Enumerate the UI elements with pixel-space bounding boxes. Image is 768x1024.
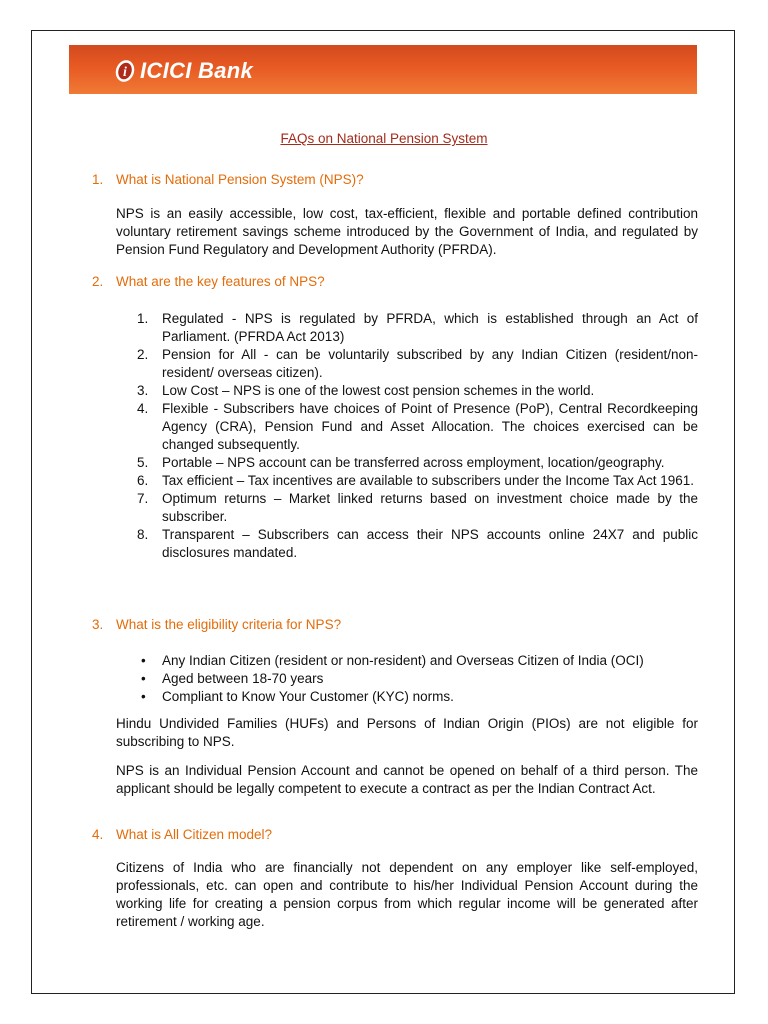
question-text: What are the key features of NPS? xyxy=(116,274,325,289)
item-number: 3. xyxy=(137,383,149,398)
eligibility-note-huf: Hindu Undivided Families (HUFs) and Persons of Indian Origin (PIOs) are not eligible for subscribing to NPS. xyxy=(116,716,698,749)
item-text: Flexible - Subscribers have choices of Point of Presence (PoP), Central Recordkeeping Agency (CRA), Pension Fund and Asset Allocation. The choices exercised can be changed subsequently. xyxy=(162,401,698,452)
question-number: 3. xyxy=(92,617,104,632)
item-text: Aged between 18-70 years xyxy=(162,671,324,686)
item-text: Portable – NPS account can be transferred across employment, location/geography. xyxy=(162,455,665,470)
answer-1: NPS is an easily accessible, low cost, tax-efficient, flexible and portable defined contribution voluntary retirement savings scheme introduced by the Government of India, and regulated by Pension Fund Regulatory and Development Authority (PFRDA). xyxy=(116,206,698,257)
question-2 xyxy=(92,274,325,289)
question-4 xyxy=(92,827,272,842)
item-text: Regulated - NPS is regulated by PFRDA, which is established through an Act of Parliament. (PFRDA Act 2013) xyxy=(162,311,698,344)
question-text: What is the eligibility criteria for NPS? xyxy=(116,617,342,632)
question-text: What is National Pension System (NPS)? xyxy=(116,172,364,187)
list-item xyxy=(137,688,698,706)
features-list xyxy=(137,310,698,562)
list-item xyxy=(137,670,698,688)
question-number: 4. xyxy=(92,827,104,842)
item-text: Pension for All - can be voluntarily subscribed by any Indian Citizen (resident/non-resident/ overseas citizen). xyxy=(162,347,698,380)
question-3 xyxy=(92,617,341,632)
list-item xyxy=(137,382,698,400)
list-item xyxy=(137,652,698,670)
list-item xyxy=(137,310,698,346)
list-item xyxy=(137,346,698,382)
question-number: 2. xyxy=(92,274,104,289)
item-text: Transparent – Subscribers can access their NPS accounts online 24X7 and public disclosures mandated. xyxy=(162,527,698,560)
item-number: 8. xyxy=(137,527,149,542)
list-item xyxy=(137,472,698,490)
item-text: Tax efficient – Tax incentives are available to subscribers under the Income Tax Act 1961. xyxy=(162,473,695,488)
list-item xyxy=(137,400,698,454)
list-item xyxy=(137,526,698,562)
logo-letter: i xyxy=(123,65,127,80)
item-number: 6. xyxy=(137,473,149,488)
icici-logo-icon xyxy=(114,59,136,83)
question-text: What is All Citizen model? xyxy=(116,827,273,842)
brand-name: ICICI Bank xyxy=(140,58,254,83)
eligibility-note-individual: NPS is an Individual Pension Account and cannot be opened on behalf of a third person. The applicant should be legally competent to execute a contract as per the Indian Contract Act. xyxy=(116,763,698,796)
item-text: Low Cost – NPS is one of the lowest cost pension schemes in the world. xyxy=(162,383,595,398)
item-text: Compliant to Know Your Customer (KYC) norms. xyxy=(162,689,454,704)
eligibility-list xyxy=(137,652,698,706)
list-item xyxy=(137,454,698,472)
bullet-icon: • xyxy=(141,689,146,704)
question-1 xyxy=(92,172,364,187)
item-text: Any Indian Citizen (resident or non-resident) and Overseas Citizen of India (OCI) xyxy=(162,653,644,668)
item-number: 4. xyxy=(137,401,149,416)
item-number: 1. xyxy=(137,311,149,326)
item-number: 2. xyxy=(137,347,149,362)
bullet-icon: • xyxy=(141,671,146,686)
item-text: Optimum returns – Market linked returns based on investment choice made by the subscriber. xyxy=(162,491,698,524)
icici-bank-logo xyxy=(114,57,253,85)
list-item xyxy=(137,490,698,526)
answer-4: Citizens of India who are financially not dependent on any employer like self-employed, professionals, etc. can open and contribute to his/her Individual Pension Account during the working life for creating a pension corpus from which regular income will be generated after retirement / working age. xyxy=(116,860,698,929)
question-number: 1. xyxy=(92,172,104,187)
document-title: FAQs on National Pension System xyxy=(280,131,488,146)
item-number: 5. xyxy=(137,455,149,470)
item-number: 7. xyxy=(137,491,149,506)
bullet-icon: • xyxy=(141,653,146,668)
